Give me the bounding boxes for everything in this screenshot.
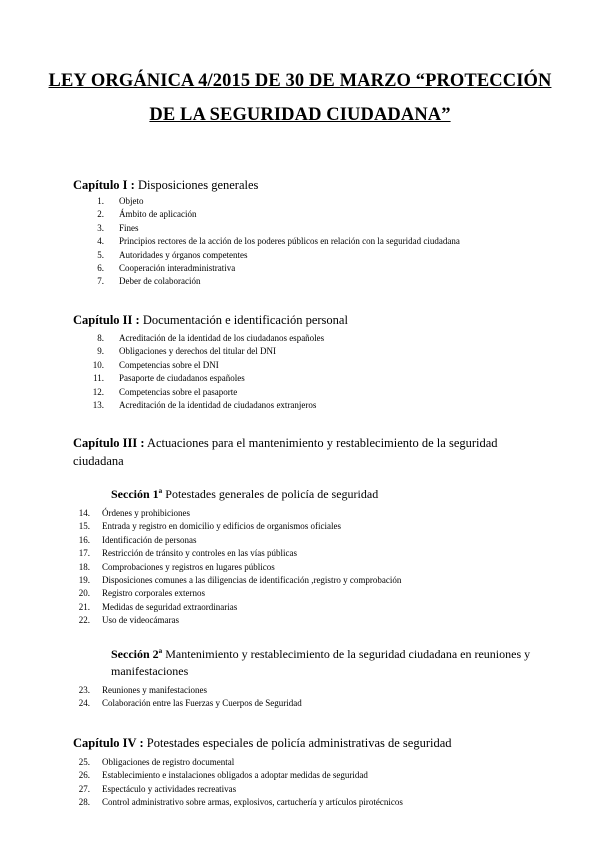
section-1-article-list [70,507,401,628]
article-number: 12. [92,386,104,397]
article-title: Deber de colaboración [119,276,201,287]
chapter-3-heading [73,434,543,470]
article-title: Comprobaciones y registros en lugares públicos [102,561,275,572]
chapter-4-heading [73,734,543,752]
article-item [84,359,324,372]
article-number: 2. [97,209,104,220]
article-item [84,399,324,412]
article-item [70,783,403,796]
section-label: Sección 1ª [111,487,163,501]
chapter-1-heading [73,176,543,194]
article-title: Colaboración entre las Fuerzas y Cuerpos de Seguridad [102,698,302,709]
article-item [70,697,302,710]
article-title: Control administrativo sobre armas, explosivos, cartuchería y artículos pirotécnicos [102,797,403,808]
article-item [84,262,460,275]
article-item [84,195,460,208]
article-number: 16. [78,534,90,545]
chapter-name: Potestades especiales de policía administrativas de seguridad [146,736,452,750]
article-number: 17. [78,548,90,559]
article-item [70,574,401,587]
article-number: 4. [97,236,104,247]
chapter-label: Capítulo I : [73,178,135,192]
article-number: 18. [78,561,90,572]
article-title: Acreditación de la identidad de los ciudadanos españoles [119,333,325,343]
article-title: Órdenes y prohibiciones [102,508,190,518]
article-item [70,756,403,769]
article-item [84,332,324,345]
article-item [84,386,324,399]
article-number: 5. [97,249,104,260]
article-title: Autoridades y órganos competentes [119,249,248,260]
article-number: 24. [78,698,90,709]
article-number: 3. [97,222,104,233]
article-number: 22. [78,615,90,626]
chapter-4-article-list [70,756,403,810]
article-item [70,507,401,520]
article-title: Obligaciones de registro documental [102,757,235,767]
article-title: Uso de videocámaras [102,615,179,626]
chapter-name: Disposiciones generales [137,178,259,192]
article-item [84,235,460,248]
article-title: Medidas de seguridad extraordinarias [102,601,238,612]
article-number: 11. [93,373,104,384]
article-title: Reuniones y manifestaciones [102,685,207,695]
chapter-label: Capítulo III : [73,436,145,450]
article-title: Principios rectores de la acción de los poderes públicos en relación con la seguridad ciudadana [119,236,460,247]
article-title: Ámbito de aplicación [119,209,197,220]
article-number: 20. [78,588,90,599]
article-title: Acreditación de la identidad de ciudadanos extranjeros [119,399,317,410]
article-item [70,534,401,547]
section-1-heading [111,486,541,503]
article-number: 26. [78,770,90,781]
section-name: Mantenimiento y restablecimiento de la seguridad ciudadana en reuniones y manifestaciones [111,647,531,678]
article-number: 6. [97,262,104,273]
chapter-2-heading [73,311,543,329]
article-title: Restricción de tránsito y controles en las vías públicas [102,548,297,559]
chapter-name: Actuaciones para el mantenimiento y restablecimiento de la seguridad ciudadana [73,436,498,468]
chapter-1-article-list [84,195,460,289]
article-title: Objeto [119,196,144,206]
article-item [84,372,324,385]
article-title: Cooperación interadministrativa [119,262,236,273]
article-item [70,614,401,627]
article-title: Espectáculo y actividades recreativas [102,783,237,794]
document-title-line-1: LEY ORGÁNICA 4/2015 DE 30 DE MARZO “PROTECCIÓN [48,71,552,91]
article-item [70,769,403,782]
article-title: Establecimiento e instalaciones obligados a adoptar medidas de seguridad [102,770,368,781]
article-title: Pasaporte de ciudadanos españoles [119,373,245,384]
article-item [84,249,460,262]
article-number: 10. [92,359,104,370]
article-title: Disposiciones comunes a las diligencias de identificación ,registro y comprobación [102,574,402,585]
section-2-article-list [70,684,302,711]
article-title: Competencias sobre el pasaporte [119,386,238,397]
article-item [70,547,401,560]
chapter-name: Documentación e identificación personal [142,313,348,327]
article-item [84,222,460,235]
article-item [70,561,401,574]
article-number: 21. [78,601,90,612]
chapter-label: Capítulo IV : [73,736,144,750]
section-2-heading [111,646,541,680]
article-item [70,684,302,697]
article-title: Obligaciones y derechos del titular del DNI [119,346,276,357]
article-item [70,601,401,614]
article-number: 7. [97,276,104,287]
article-item [70,796,403,809]
article-item [70,520,401,533]
article-title: Registro corporales externos [102,588,205,599]
section-label: Sección 2ª [111,647,163,661]
document-title-line-2: DE LA SEGURIDAD CIUDADANA” [149,105,451,125]
article-number: 8. [97,333,104,343]
article-number: 14. [78,508,90,518]
article-number: 1. [97,196,104,206]
chapter-2-article-list [84,332,324,412]
section-name: Potestades generales de policía de seguridad [165,487,379,501]
article-number: 19. [78,574,90,585]
article-number: 15. [78,521,90,532]
article-title: Identificación de personas [102,534,197,545]
article-number: 13. [92,399,104,410]
article-title: Entrada y registro en domicilio y edificios de organismos oficiales [102,521,342,532]
article-item [84,208,460,221]
article-number: 9. [97,346,104,357]
article-item [70,587,401,600]
article-number: 23. [78,685,90,695]
article-title: Fines [119,222,139,233]
article-number: 27. [78,783,90,794]
article-item [84,345,324,358]
article-title: Competencias sobre el DNI [119,359,219,370]
article-number: 28. [78,797,90,808]
article-item [84,275,460,288]
chapter-label: Capítulo II : [73,313,140,327]
article-number: 25. [78,757,90,767]
